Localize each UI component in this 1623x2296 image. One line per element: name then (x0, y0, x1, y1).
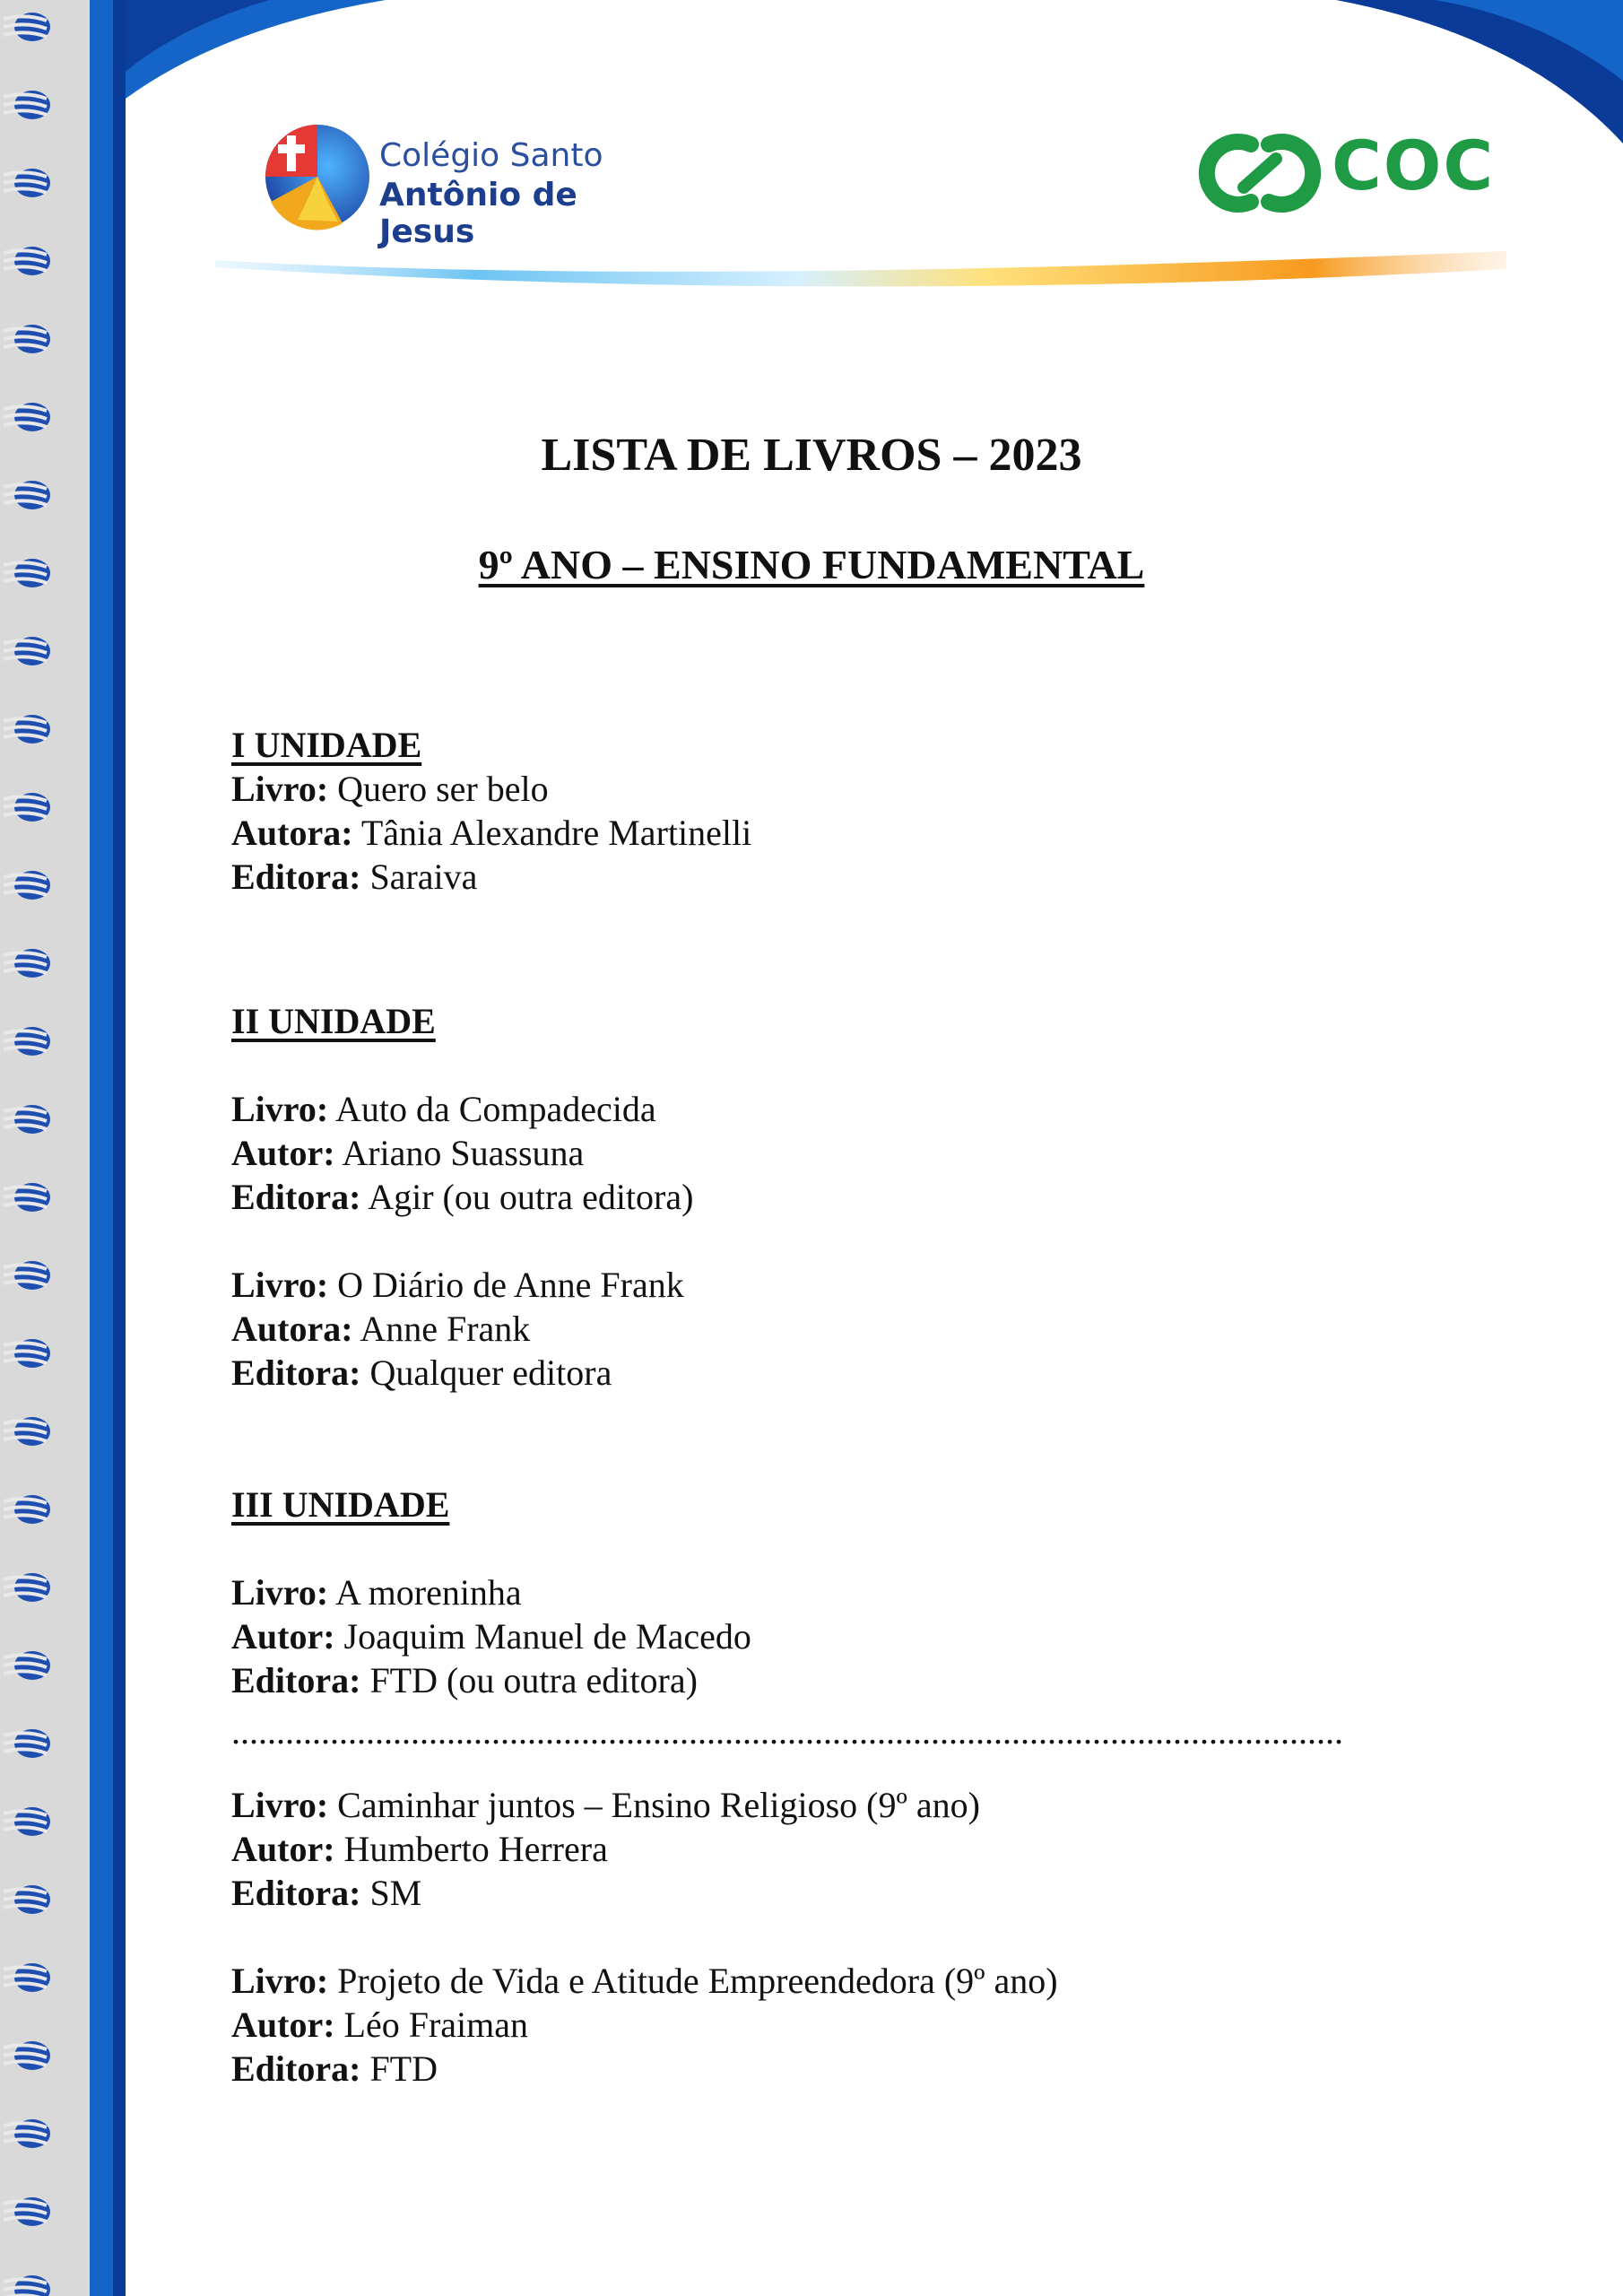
book-title-row: Livro: Auto da Compadecida (231, 1089, 656, 1129)
coc-logo-text: COC (1332, 126, 1496, 205)
page-title: LISTA DE LIVROS – 2023 (541, 430, 1082, 481)
book-publisher-row: Editora: FTD (231, 2048, 438, 2089)
book-author: Anne Frank (360, 1309, 531, 1349)
book-publisher: Qualquer editora (369, 1352, 612, 1393)
school-name-line1: Colégio Santo (379, 137, 603, 174)
book-publisher-row: Editora: FTD (ou outra editora) (231, 1660, 698, 1700)
book-title-row: Livro: O Diário de Anne Frank (231, 1265, 684, 1305)
book-title-row: Livro: A moreninha (231, 1572, 522, 1613)
book-author: Tânia Alexandre Martinelli (360, 813, 752, 853)
unit-2-book-1 (231, 1087, 693, 1219)
book-author-row: Autor: Humberto Herrera (231, 1829, 608, 1869)
book-title: Auto da Compadecida (334, 1089, 656, 1129)
book-author: Joaquim Manuel de Macedo (343, 1616, 751, 1657)
extra-book-2 (231, 1959, 1058, 2091)
separator-dots: ............................................................................................................................ (231, 1711, 1343, 1752)
book-author: Léo Fraiman (343, 2005, 529, 2045)
book-publisher-row: Editora: Agir (ou outra editora) (231, 1177, 694, 1217)
coc-emblem-icon (1197, 128, 1323, 218)
coc-logo (1197, 121, 1496, 229)
book-publisher: Agir (ou outra editora) (368, 1177, 694, 1217)
school-emblem-icon (262, 121, 373, 232)
book-title: Projeto de Vida e Atitude Empreendedora (9º ano) (337, 1961, 1058, 2001)
book-publisher-row: Editora: SM (231, 1873, 422, 1913)
book-title: A moreninha (334, 1572, 522, 1613)
unit-2-book-2 (231, 1263, 684, 1395)
book-author-row: Autora: Anne Frank (231, 1309, 531, 1349)
unit-heading: II UNIDADE (231, 1001, 436, 1041)
book-publisher: FTD (369, 2048, 438, 2089)
school-logo (262, 121, 683, 250)
book-author-row: Autora: Tânia Alexandre Martinelli (231, 813, 752, 853)
extra-book-1 (231, 1783, 980, 1915)
book-publisher-row: Editora: Qualquer editora (231, 1352, 612, 1393)
book-author-row: Autor: Ariano Suassuna (231, 1133, 585, 1173)
header-swoosh (215, 242, 1506, 305)
book-title: Caminhar juntos – Ensino Religioso (9º ano) (337, 1785, 980, 1825)
page-subtitle: 9º ANO – ENSINO FUNDAMENTAL (478, 542, 1145, 587)
unit-heading: III UNIDADE (231, 1484, 450, 1525)
unit-3-book-1 (231, 1570, 751, 1702)
book-publisher: SM (369, 1873, 422, 1913)
unit-heading: I UNIDADE (231, 725, 422, 765)
book-author-row: Autor: Joaquim Manuel de Macedo (231, 1616, 751, 1657)
book-title-row: Livro: Caminhar juntos – Ensino Religioso (9º ano) (231, 1785, 980, 1825)
book-title-row: Livro: Projeto de Vida e Atitude Empreendedora (9º ano) (231, 1961, 1058, 2001)
spiral-binding (0, 0, 126, 2296)
book-publisher-row: Editora: Saraiva (231, 857, 478, 897)
unit-1 (231, 723, 751, 899)
book-title: O Diário de Anne Frank (337, 1265, 684, 1305)
book-author: Humberto Herrera (343, 1829, 608, 1869)
unit-2 (231, 999, 436, 1043)
unit-3 (231, 1483, 449, 1526)
book-title: Quero ser belo (337, 769, 549, 809)
book-author: Ariano Suassuna (342, 1133, 585, 1173)
book-publisher: Saraiva (369, 857, 478, 897)
book-title-row: Livro: Quero ser belo (231, 769, 549, 809)
book-publisher: FTD (ou outra editora) (369, 1660, 698, 1700)
book-author-row: Autor: Léo Fraiman (231, 2005, 529, 2045)
school-name-line2: Antônio de Jesus (379, 177, 577, 250)
